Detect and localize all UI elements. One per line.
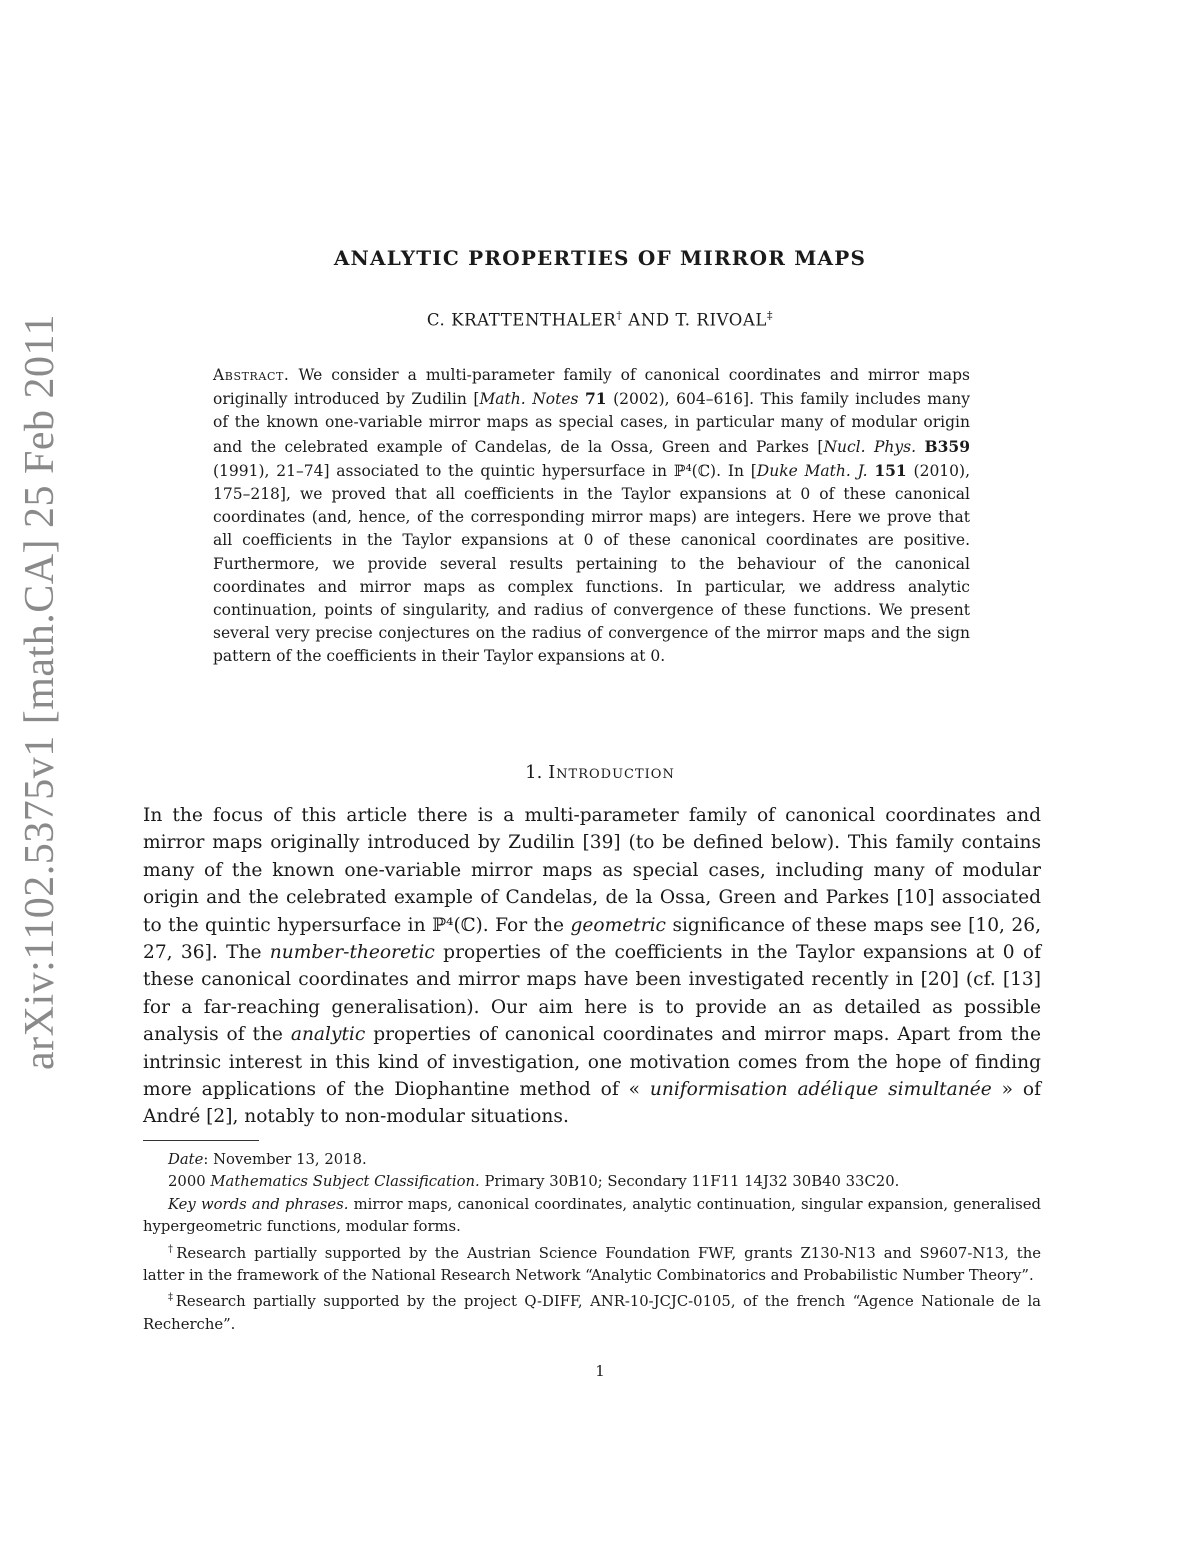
intro-text-1: In the focus of this article there is a multi-parameter family of canonical coordinates and mirror maps originally introduced by Zudilin [39] (to be defined below). This family contains many of the known one-variable mirror maps as special cases, including many of modular origin and the celebrated example of Candelas, de la Ossa, Green and Parkes [10] associated to the quintic hypersurface in ℙ⁴(ℂ). For the [143,805,1041,936]
section-title: Introduction [548,762,675,783]
intro-text-5: » of André [2], notably to non-modular situations. [143,1079,1041,1128]
abstract-label: Abstract. [213,366,290,384]
footnote-mark-2: ‡ [168,1292,176,1304]
arxiv-identifier: arXiv:1102.5375v1 [math.CA] 25 Feb 2011 [17,314,63,1070]
footnote-funding-1 [143,1239,1041,1288]
msc-prefix: 2000 [168,1173,206,1191]
abstract [213,364,970,669]
intro-emphasis-analytic: analytic [290,1024,366,1046]
intro-text-3: properties of the coefficients in the Taylor expansions at 0 of these canonical coordinates and mirror maps have been investigated recently in [20] (cf. [13] for a far-reaching generalisation). Our aim here is to provide an as detailed as possible analysis of the [143,942,1041,1046]
intro-emphasis-number-theoretic: number-theoretic [269,942,435,964]
keywords-value: mirror maps, canonical coordinates, analytic continuation, singular expansion, generalised hypergeometric functions, modular forms. [143,1195,1041,1236]
section-heading [0,762,1200,783]
keywords-label: Key words and phrases. [168,1195,349,1213]
author-rivoal: T. RIVOAL [675,310,767,330]
author-footnote-mark-2: ‡ [766,309,774,322]
abstract-text-4: (2010), 175–218], we proved that all coefficients in the Taylor expansions at 0 of these canonical coordinates (and, hence, of the corresponding mirror maps) are integers. Here we prove that all coefficients in the Taylor expansions at 0 of these canonical coordinates are positive. Furthermore, we provide several results pertaining to the behaviour of the canonical coordinates and mirror maps as complex functions. In particular, we address analytic continuation, points of singularity, and radius of convergence of these functions. We present several very precise conjectures on the radius of convergence of the mirror maps and the sign pattern of the coefficients in their Taylor expansions at 0. [213,461,970,666]
abstract-journal-2: Nucl. Phys. [823,437,917,456]
footnote-mark-1: † [168,1243,177,1255]
section-number: 1. [525,762,543,783]
abstract-journal-1: Math. Notes [479,390,579,409]
abstract-journal-3: Duke Math. J. [756,461,868,480]
date-value: : November 13, 2018. [203,1151,367,1168]
author-krattenthaler: C. KRATTENTHALER [426,310,617,330]
funding-1-text: Research partially supported by the Austrian Science Foundation FWF, grants Z130-N13 and S9607-N13, the latter in the framework of the National Research Network “Analytic Combinatorics and Probabilistic Number Theory”. [143,1244,1041,1284]
footnotes [143,1149,1041,1336]
intro-emphasis-geometric: geometric [570,914,666,936]
abstract-volume-2: B359 [924,436,970,456]
msc-label: Mathematics Subject Classification. [210,1173,480,1191]
funding-2-text: Research partially supported by the project Q-DIFF, ANR-10-JCJC-0105, of the french “Agence Nationale de la Recherche”. [143,1293,1042,1333]
msc-value: Primary 30B10; Secondary 11F11 14J32 30B40 33C20. [484,1173,900,1191]
abstract-volume-3: 151 [874,460,907,480]
introduction-paragraph [143,802,1041,1131]
abstract-text-1: We consider a multi-parameter family of canonical coordinates and mirror maps originally introduced by Zudilin [ [213,366,970,409]
page-number: 1 [595,1362,605,1380]
footnote-rule [143,1140,259,1141]
paper-title: ANALYTIC PROPERTIES OF MIRROR MAPS [333,246,867,270]
author-footnote-mark-1: † [616,309,623,322]
intro-text-4: properties of canonical coordinates and mirror maps. Apart from the intrinsic interest in this kind of investigation, one motivation comes from the hope of finding more applications of the Diophantine method of « [143,1024,1042,1101]
footnote-msc [143,1171,1041,1193]
abstract-text-3: (1991), 21–74] associated to the quintic hypersurface in ℙ⁴(ℂ). In [ [213,461,757,480]
footnote-funding-2 [143,1287,1041,1336]
intro-emphasis-uniformisation: uniformisation adélique simultanée [649,1079,992,1101]
abstract-volume-1: 71 [585,389,607,409]
author-conjunction: AND [628,310,670,330]
abstract-text-2: (2002), 604–616]. This family includes many of the known one-variable mirror maps as special cases, in particular many of modular origin and the celebrated example of Candelas, de la Ossa, Green and Parkes [ [213,390,970,456]
author-line [0,309,1200,330]
footnote-keywords [143,1194,1041,1239]
date-label: Date [168,1151,204,1168]
footnote-date [143,1149,1041,1171]
intro-text-2: significance of these maps see [10, 26, 27, 36]. The [143,914,1041,964]
